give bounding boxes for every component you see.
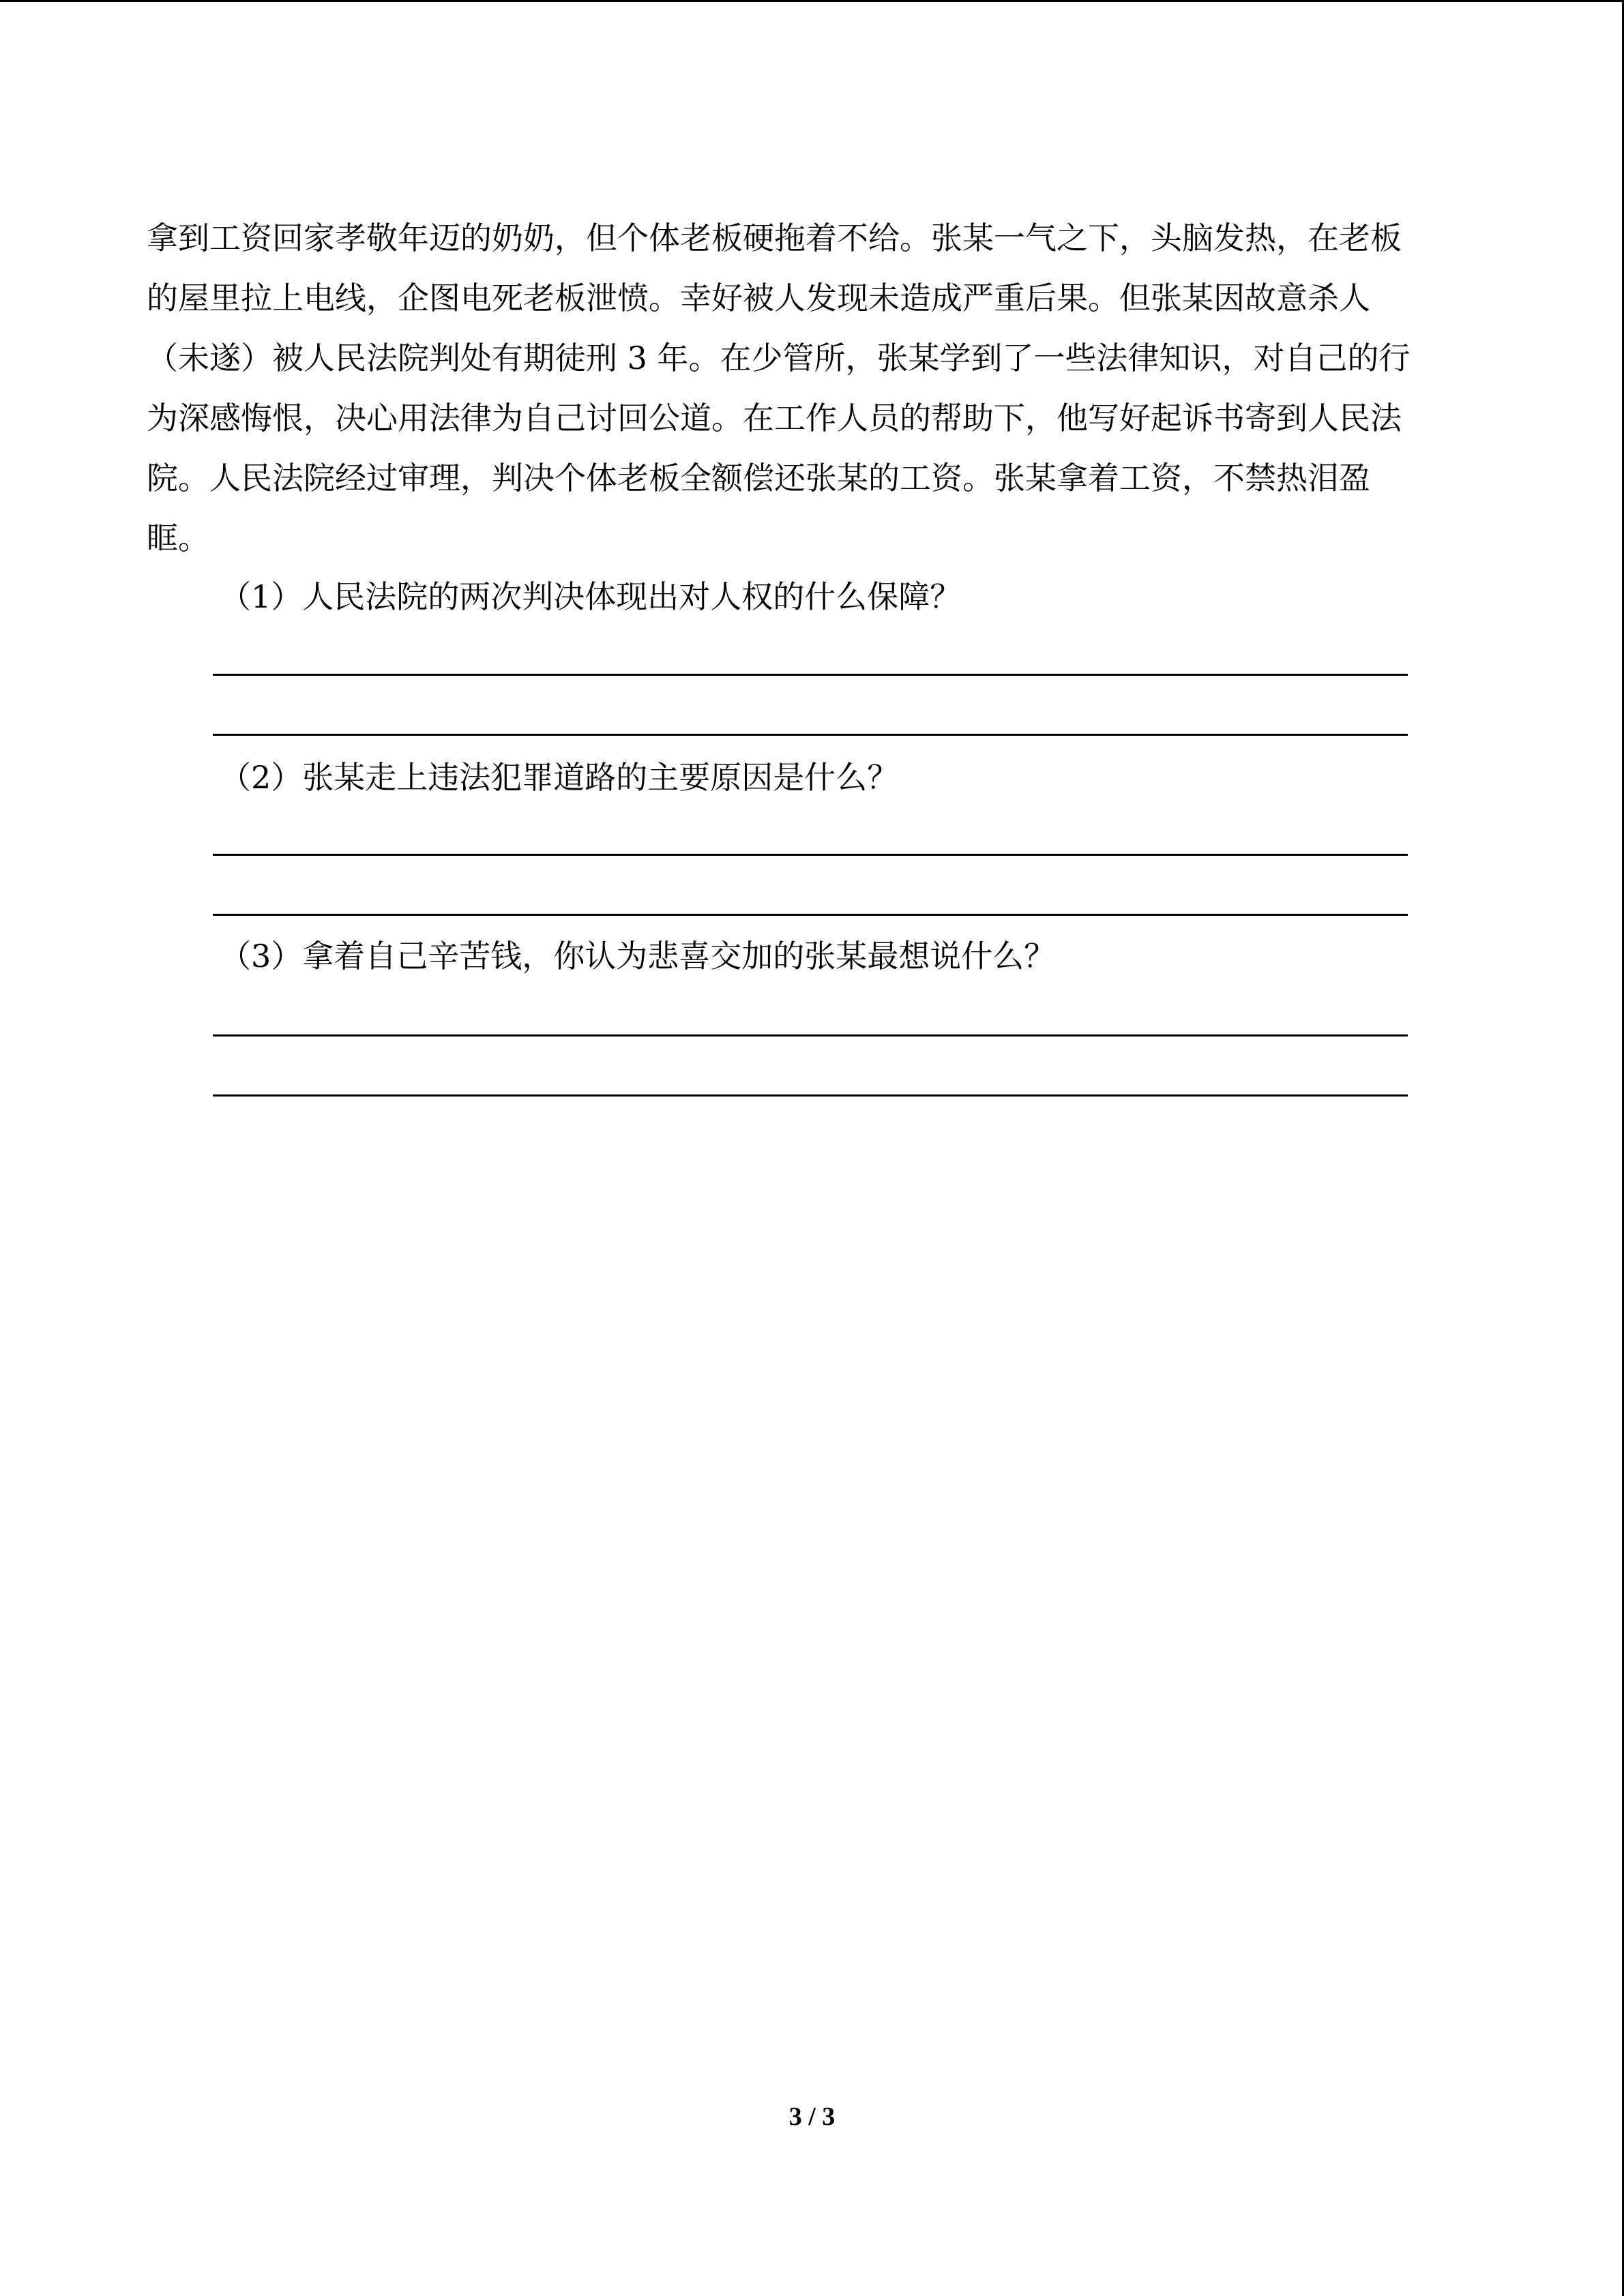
passage-line: 拿到工资回家孝敬年迈的奶奶，但个体老板硬拖着不给。张某一气之下，头脑发热，在老板 (147, 220, 1402, 256)
passage-line: 院。人民法院经过审理，判决个体老板全额偿还张某的工资。张某拿着工资，不禁热泪盈 (147, 460, 1370, 496)
passage-line: 的屋里拉上电线，企图电死老板泄愤。幸好被人发现未造成严重后果。但张某因故意杀人 (147, 280, 1370, 316)
answer-line-1a[interactable] (213, 674, 1408, 676)
passage-line: 眶。 (147, 520, 209, 556)
question-3: （3）拿着自己辛苦钱，你认为悲喜交加的张某最想说什么？ (220, 938, 1056, 974)
page-border-top (0, 0, 1624, 2)
answer-line-3b[interactable] (213, 1094, 1408, 1097)
answer-line-1b[interactable] (213, 734, 1408, 736)
answer-line-2a[interactable] (213, 854, 1408, 856)
passage-line: （未遂）被人民法院判处有期徒刑 3 年。在少管所，张某学到了一些法律知识，对自己的行 (147, 340, 1411, 376)
answer-line-3a[interactable] (213, 1034, 1408, 1037)
passage-line: 为深感悔恨，决心用法律为自己讨回公道。在工作人员的帮助下，他写好起诉书寄到人民法 (147, 400, 1402, 436)
answer-line-2b[interactable] (213, 914, 1408, 916)
page-number: 3 / 3 (788, 2102, 836, 2131)
question-2: （2）张某走上违法犯罪道路的主要原因是什么？ (220, 759, 899, 796)
passage (147, 208, 1463, 568)
question-1: （1）人民法院的两次判决体现出对人权的什么保障？ (220, 578, 962, 615)
